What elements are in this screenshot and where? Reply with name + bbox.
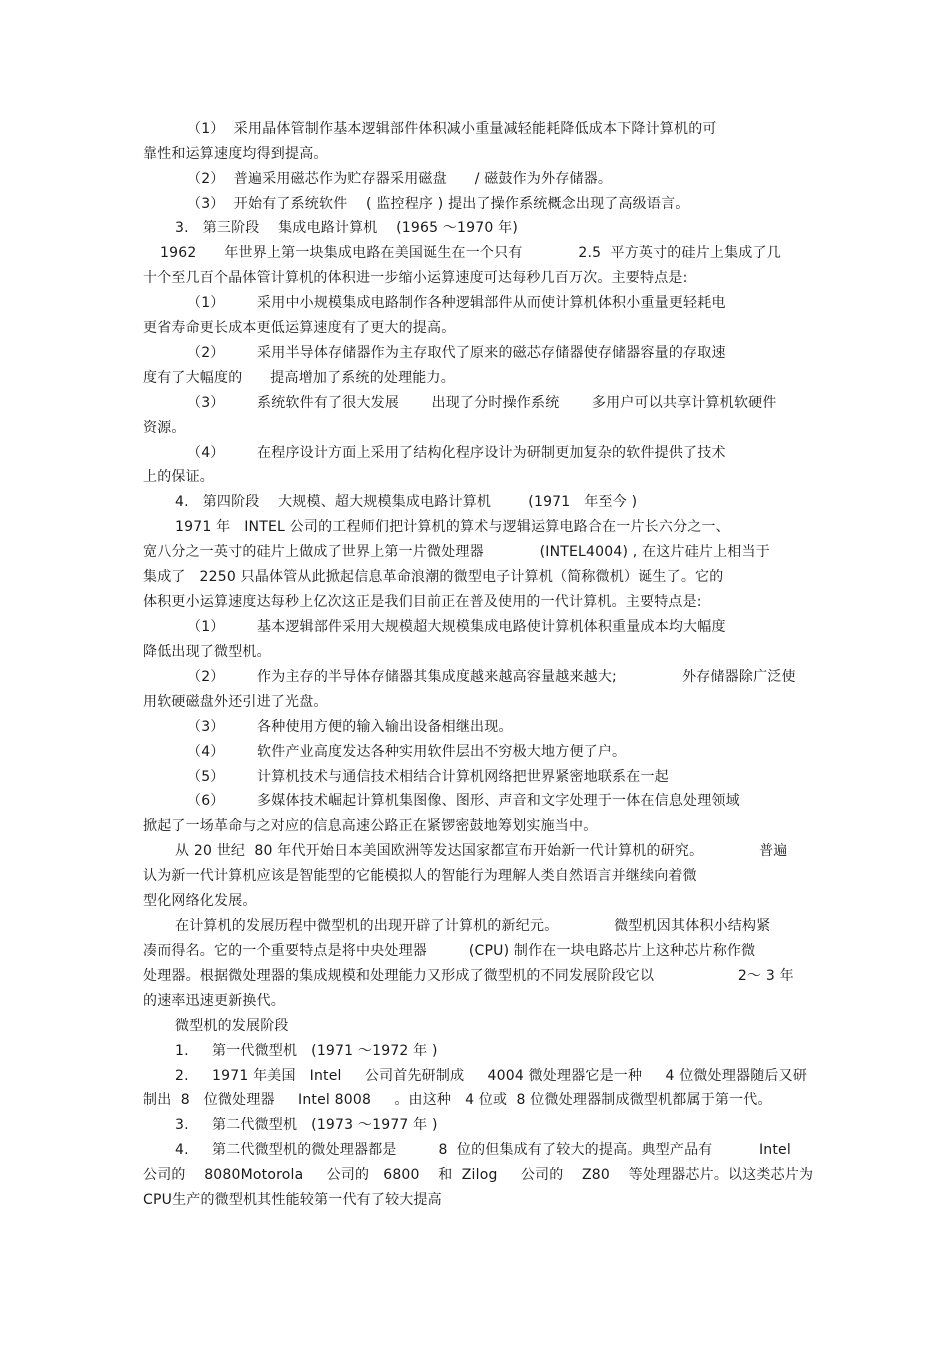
text-line: （4） 软件产业高度发达各种实用软件层出不穷极大地方便了户。 (187, 744, 627, 760)
text-line: 体积更小运算速度达每秒上亿次这正是我们目前正在普及使用的一代计算机。主要特点是: (143, 594, 702, 610)
text-line: （2） 作为主存的半导体存储器其集成度越来越高容量越来越大; 外存储器除广泛使 (187, 669, 796, 685)
text-line: （5） 计算机技术与通信技术相结合计算机网络把世界紧密地联系在一起 (187, 769, 669, 785)
text-line: 1971 年 INTEL 公司的工程师们把计算机的算术与逻辑运算电路合在一片长六分之一、 (175, 519, 730, 535)
text-line: 3. 第三阶段 集成电路计算机 (1965 ～1970 年) (175, 220, 518, 236)
text-line: 靠性和运算速度均得到提高。 (143, 146, 328, 162)
text-line: （2） 采用半导体存储器作为主存取代了原来的磁芯存储器使存储器容量的存取速 (187, 345, 726, 361)
text-line: 1962 年世界上第一块集成电路在美国诞生在一个只有 2.5 平方英寸的硅片上集成了几 (160, 245, 781, 261)
text-line: 上的保证。 (143, 469, 214, 485)
text-line: 1. 第一代微型机 (1971 ～1972 年 ) (175, 1043, 438, 1059)
text-line: （4） 在程序设计方面上采用了结构化程序设计为研制更加复杂的软件提供了技术 (187, 445, 726, 461)
text-line: 微型机的发展阶段 (175, 1018, 289, 1034)
text-line: CPU生产的微型机其性能较第一代有了较大提高 (143, 1192, 442, 1208)
text-line: 宽八分之一英寸的硅片上做成了世界上第一片微处理器 (INTEL4004) , 在这片硅片上相当于 (143, 544, 770, 560)
text-line: （1） 采用中小规模集成电路制作各种逻辑部件从而使计算机体积小重量更轻耗电 (187, 295, 726, 311)
text-line: 4. 第二代微型机的微处理器都是 8 位的但集成有了较大的提高。典型产品有 Intel (175, 1142, 791, 1158)
text-line: 十个至几百个晶体管计算机的体积进一步缩小运算速度可达每秒几百万次。主要特点是: (143, 270, 688, 286)
text-line: 从 20 世纪 80 年代开始日本美国欧洲等发达国家都宣布开始新一代计算机的研究。 普遍 (175, 843, 788, 859)
text-line: 在计算机的发展历程中微型机的出现开辟了计算机的新纪元。 微型机因其体积小结构紧 (175, 918, 771, 934)
text-line: 4. 第四阶段 大规模、超大规模集成电路计算机 (1971 年至今 ) (175, 494, 638, 510)
text-line: 掀起了一场革命与之对应的信息高速公路正在紧锣密鼓地筹划实施当中。 (143, 818, 598, 834)
text-line: 制出 8 位微处理器 Intel 8008 。由这种 4 位或 8 位微处理器制成微型机都属于第一代。 (143, 1092, 772, 1108)
text-line: （3） 开始有了系统软件 ( 监控程序 ) 提出了操作系统概念出现了高级语言。 (187, 196, 690, 212)
text-line: 降低出现了微型机。 (143, 644, 271, 660)
text-line: （6） 多媒体技术崛起计算机集图像、图形、声音和文字处理于一体在信息处理领域 (187, 793, 740, 809)
text-line: 2. 1971 年美国 Intel 公司首先研制成 4004 微处理器它是一种 4 位微处理器随后又研 (175, 1068, 808, 1084)
text-line: 资源。 (143, 420, 186, 436)
text-line: 集成了 2250 只晶体管从此掀起信息革命浪潮的微型电子计算机（简称微机）诞生了。它的 (143, 569, 724, 585)
text-line: 型化网络化发展。 (143, 893, 257, 909)
text-line: 处理器。根据微处理器的集成规模和处理能力又形成了微型机的不同发展阶段它以 2～ 3 年 (143, 968, 794, 984)
text-line: 度有了大幅度的 提高增加了系统的处理能力。 (143, 370, 455, 386)
text-line: 3. 第二代微型机 (1973 ～1977 年 ) (175, 1117, 438, 1133)
text-line: 公司的 8080Motorola 公司的 6800 和 Zilog 公司的 Z80 等处理器芯片。以这类芯片为 (143, 1167, 814, 1183)
text-line: （1） 基本逻辑部件采用大规模超大规模集成电路使计算机体积重量成本均大幅度 (187, 619, 726, 635)
text-line: （3） 系统软件有了很大发展 出现了分时操作系统 多用户可以共享计算机软硬件 (187, 395, 777, 411)
text-line: 用软硬磁盘外还引进了光盘。 (143, 694, 328, 710)
text-line: （2） 普遍采用磁芯作为贮存器采用磁盘 / 磁鼓作为外存储器。 (187, 171, 613, 187)
text-line: （3） 各种使用方便的输入输出设备相继出现。 (187, 719, 513, 735)
text-line: 的速率迅速更新换代。 (143, 993, 285, 1009)
text-line: 凑而得名。它的一个重要特点是将中央处理器 (CPU) 制作在一块电路芯片上这种芯片称作微 (143, 943, 756, 959)
text-line: 认为新一代计算机应该是智能型的它能模拟人的智能行为理解人类自然语言并继续向着微 (143, 868, 697, 884)
text-line: 更省寿命更长成本更低运算速度有了更大的提高。 (143, 320, 456, 336)
text-line: （1） 采用晶体管制作基本逻辑部件体积减小重量减轻能耗降低成本下降计算机的可 (187, 121, 717, 137)
